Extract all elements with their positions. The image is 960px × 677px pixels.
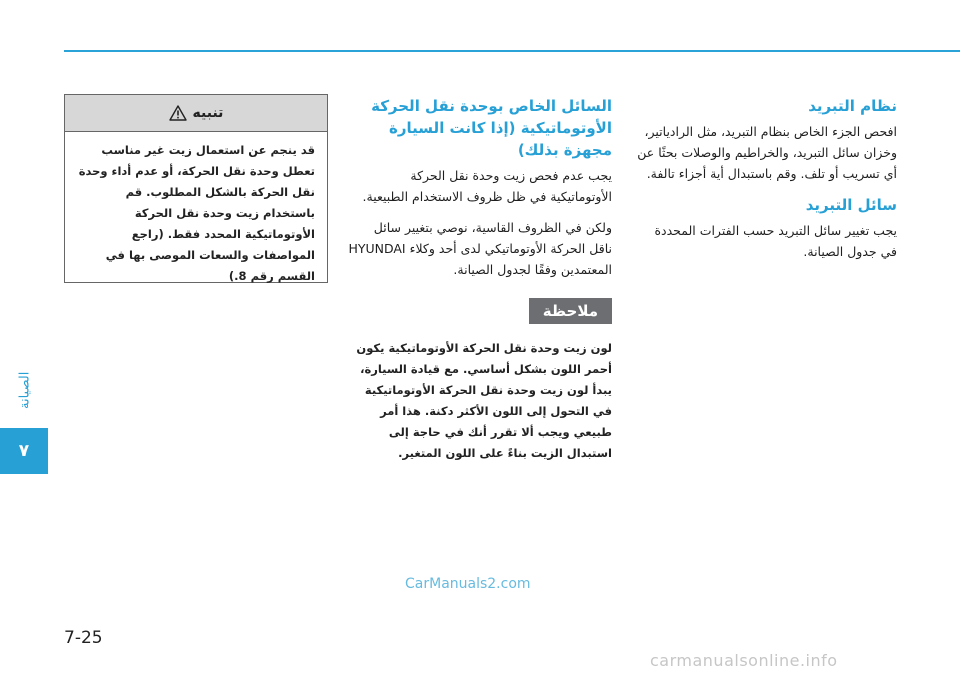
notice-badge: ملاحظة [529, 298, 612, 324]
notice-text: لون زيت وحدة نقل الحركة الأوتوماتيكية يكون أحمر اللون بشكل أساسي. مع قيادة السيارة، يبدأ لون زيت وحدة نقل الحركة الأوتوماتيكية في التحول إلى اللون الأكثر دكنة. هذا أمر طبيعي ويجب ألا تقرر أنك في حاجة إلى استبدال الزيت بناءً على اللون المتغير. [356, 341, 612, 460]
chapter-label: الصيانة [17, 371, 33, 409]
caution-title: تنبيه [192, 105, 224, 121]
watermark-bottom: carmanualsonline.info [650, 651, 838, 670]
transmission-fluid-section [348, 95, 612, 464]
transmission-fluid-text-1: يجب عدم فحص زيت وحدة نقل الحركة الأوتوماتيكية في ظل ظروف الاستخدام الطبيعية. [362, 168, 612, 204]
warning-triangle-icon [169, 105, 187, 121]
transmission-fluid-heading: السائل الخاص بوحدة نقل الحركة الأوتوماتيكية (إذا كانت السيارة مجهزة بذلك) [371, 97, 612, 159]
cooling-system-text: افحص الجزء الخاص بنظام التبريد، مثل الرادياتير، وخزان سائل التبريد، والخراطيم والوصلات بحثًا عن أي تسريب أو تلف. وقم باستبدال أية أجزاء تالفة. [637, 124, 897, 181]
caution-box [64, 94, 328, 283]
page-number: 7-25 [64, 628, 103, 648]
watermark-link[interactable]: CarManuals2.com [405, 576, 531, 592]
cooling-system-section [635, 95, 897, 272]
coolant-text: يجب تغيير سائل التبريد حسب الفترات المحددة في جدول الصيانة. [654, 223, 897, 259]
caution-text: قد ينجم عن استعمال زيت غير مناسب تعطل وحدة نقل الحركة، أو عدم أداء وحدة نقل الحركة بالشكل المطلوب. قم باستخدام زيت وحدة نقل الحركة الأوتوماتيكية المحدد فقط. (راجع المواصفات والسعات الموصى بها في القسم رقم 8.) [78, 143, 315, 283]
coolant-heading: سائل التبريد [805, 196, 897, 214]
transmission-fluid-text-2: ولكن في الظروف القاسية، نوصي بتغيير سائل ناقل الحركة الأوتوماتيكي لدى أحد وكلاء HYUNDAI المعتمدين وفقًا لجدول الصيانة. [348, 220, 612, 277]
cooling-system-heading: نظام التبريد [808, 97, 897, 115]
top-divider [64, 50, 960, 52]
chapter-tab[interactable]: ٧ [0, 428, 48, 474]
caution-header [65, 95, 327, 132]
